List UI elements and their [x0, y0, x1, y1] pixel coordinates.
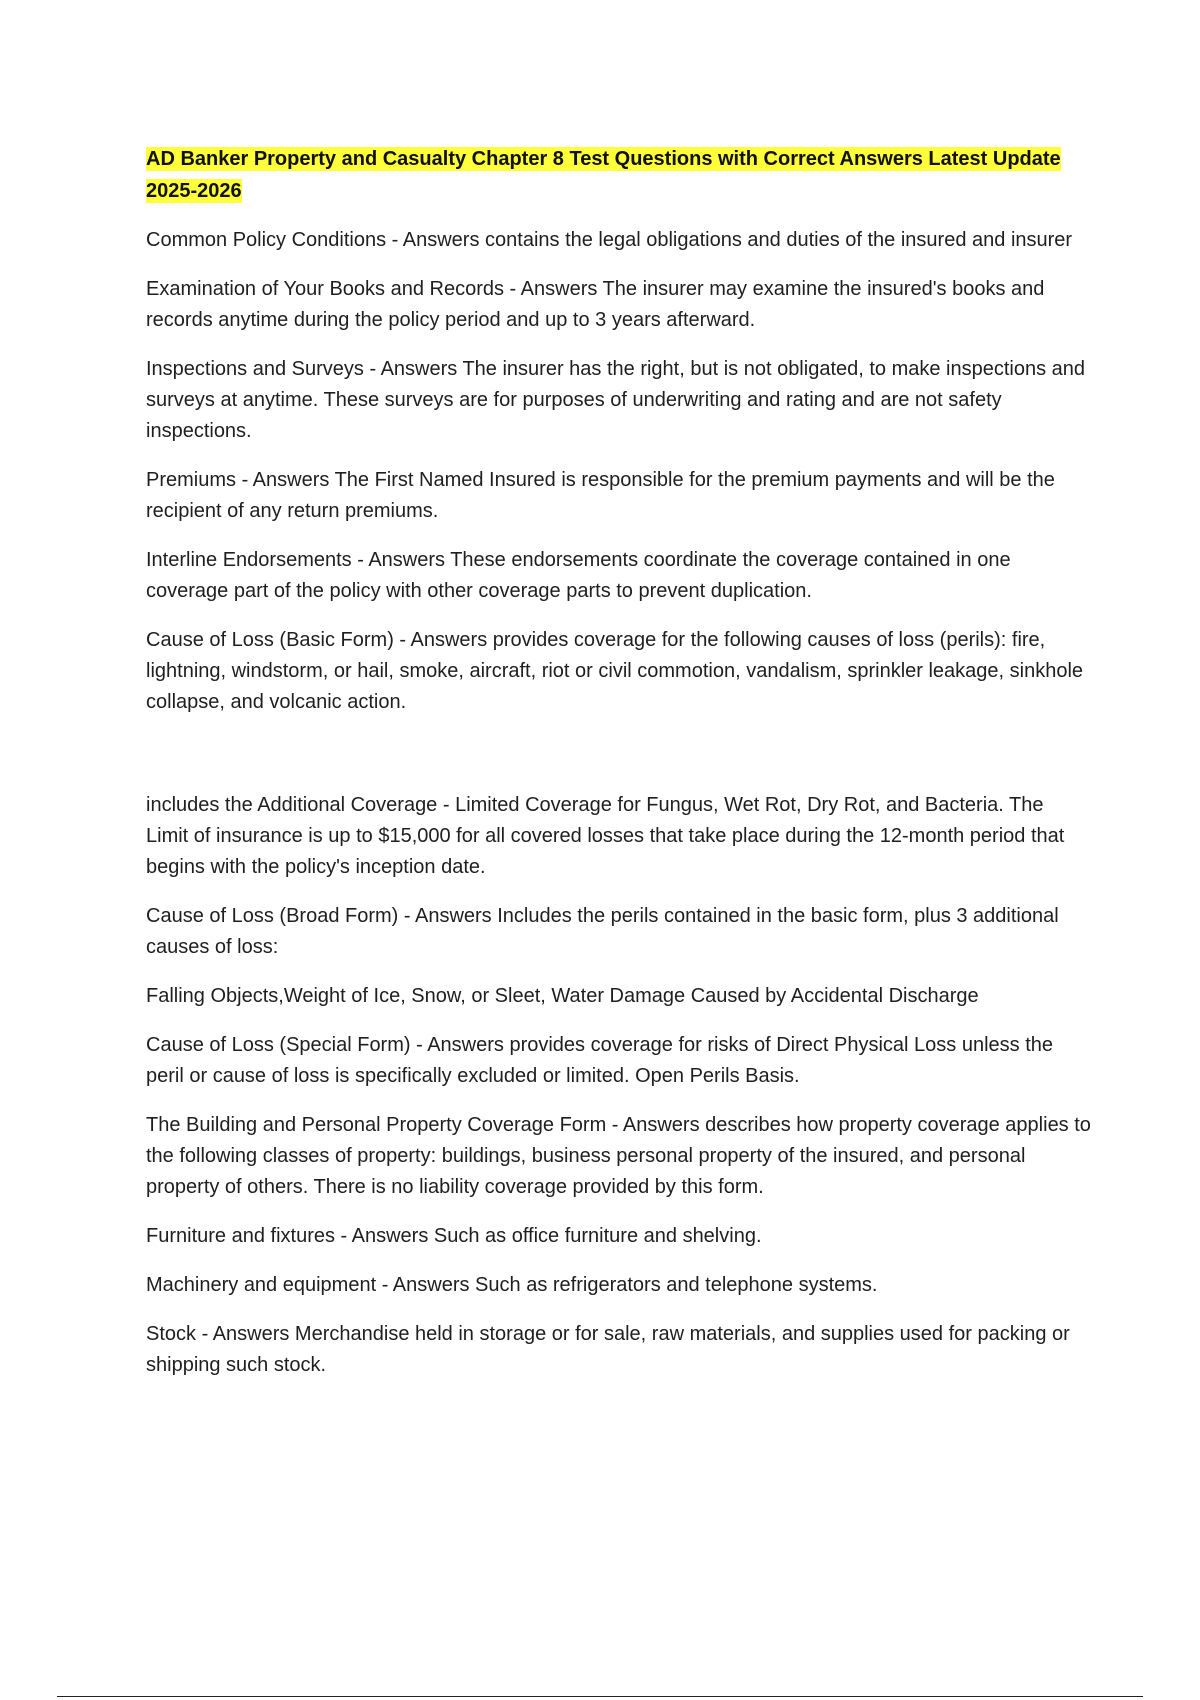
- paragraph-interline-endorsements: Interline Endorsements - Answers These endorsements coordinate the coverage contained in one coverage part of the policy with other coverage parts to prevent duplication.: [146, 549, 1011, 602]
- paragraph-cause-of-loss-special: Cause of Loss (Special Form) - Answers provides coverage for risks of Direct Physical Loss unless the peril or cause of loss is specifically excluded or limited. Open Perils Basis.: [146, 1034, 1054, 1087]
- paragraph-broad-form-perils: Falling Objects,Weight of Ice, Snow, or Sleet, Water Damage Caused by Accidental Discharge: [146, 985, 979, 1007]
- paragraph-inspections-and-surveys: Inspections and Surveys - Answers The insurer has the right, but is not obligated, to make inspections and surveys at anytime. These surveys are for purposes of underwriting and rating and are not safety inspections.: [146, 358, 1086, 442]
- paragraph-examination-of-books: Examination of Your Books and Records - Answers The insurer may examine the insured's books and records anytime during the policy period and up to 3 years afterward.: [146, 278, 1045, 331]
- paragraph-stock: Stock - Answers Merchandise held in storage or for sale, raw materials, and supplies used for packing or shipping such stock.: [146, 1323, 1070, 1376]
- paragraph-building-personal-property-form: The Building and Personal Property Coverage Form - Answers describes how property coverage applies to the following classes of property: buildings, business personal property of the insured, and personal property of others. There is no liability coverage provided by this form.: [146, 1114, 1091, 1198]
- paragraph-cause-of-loss-broad: Cause of Loss (Broad Form) - Answers Includes the perils contained in the basic form, plus 3 additional causes of loss:: [146, 905, 1059, 958]
- paragraph-common-policy-conditions: Common Policy Conditions - Answers contains the legal obligations and duties of the insured and insurer: [146, 229, 1073, 251]
- paragraph-additional-coverage-fungus: includes the Additional Coverage - Limited Coverage for Fungus, Wet Rot, Dry Rot, and Bacteria. The Limit of insurance is up to $15,000 for all covered losses that take place during the 12-month period that begins with the policy's inception date.: [146, 794, 1065, 878]
- paragraph-machinery-and-equipment: Machinery and equipment - Answers Such as refrigerators and telephone systems.: [146, 1274, 878, 1296]
- document-title-text: AD Banker Property and Casualty Chapter 8 Test Questions with Correct Answers Latest Update 2025-2026: [146, 148, 1061, 202]
- paragraph-furniture-and-fixtures: Furniture and fixtures - Answers Such as office furniture and shelving.: [146, 1225, 762, 1247]
- paragraph-premiums: Premiums - Answers The First Named Insured is responsible for the premium payments and will be the recipient of any return premiums.: [146, 469, 1055, 522]
- page-bottom-divider: [57, 1696, 1143, 1697]
- paragraph-cause-of-loss-basic: Cause of Loss (Basic Form) - Answers provides coverage for the following causes of loss (perils): fire, lightning, windstorm, or hail, smoke, aircraft, riot or civil commotion, vandalism, sprinkler leakage, sinkhole collapse, and volcanic action.: [146, 629, 1084, 713]
- document-body: [146, 143, 1091, 1399]
- document-title: [146, 143, 1091, 207]
